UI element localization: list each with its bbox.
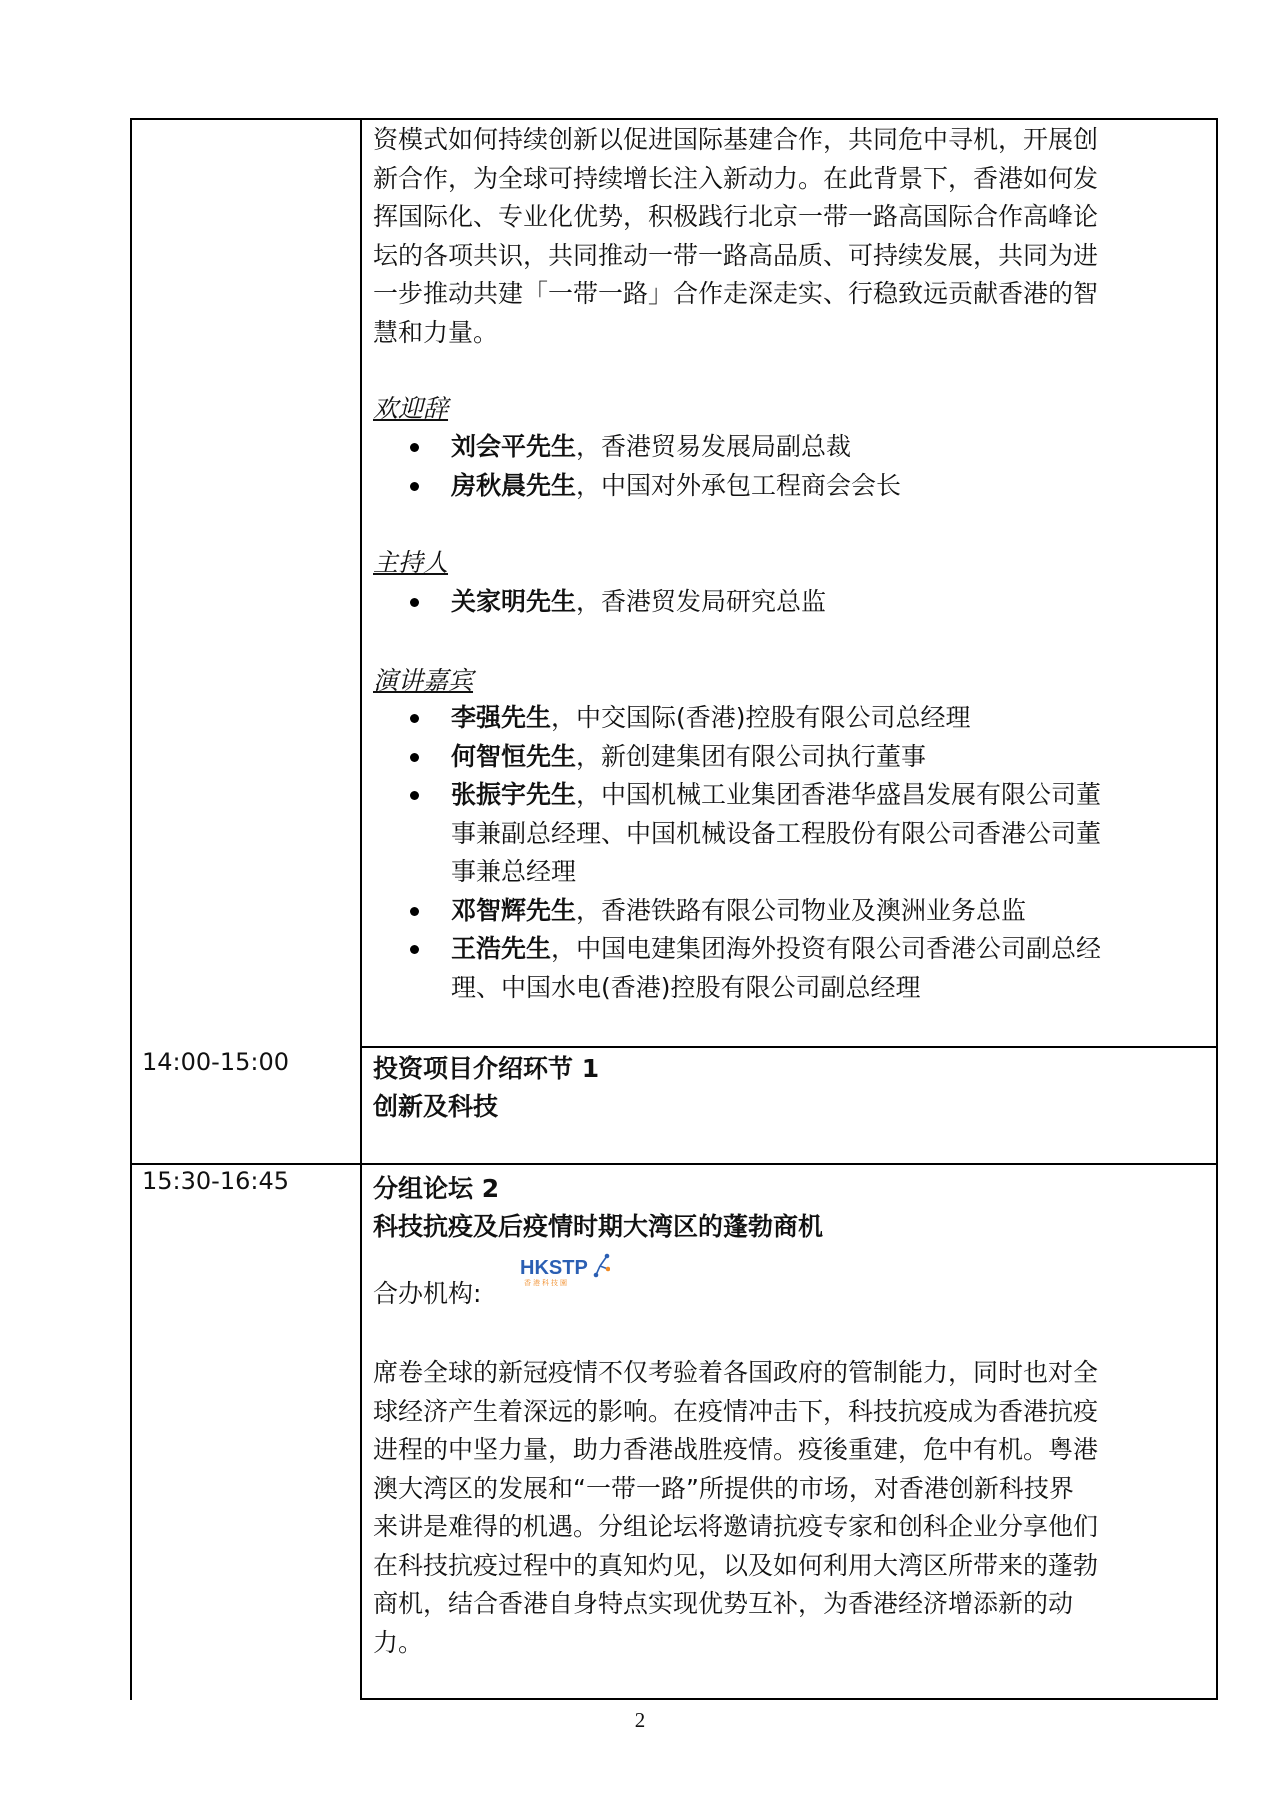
paragraph-line: 坛的各项共识，共同推动一带一路高品质、可持续发展，共同为进: [373, 240, 1099, 270]
person-name: 张振宇先生: [451, 780, 577, 809]
person-name: 李强先生: [451, 703, 552, 732]
bullet-icon: [410, 791, 419, 800]
person-role: ，中国对外承包工程商会会长: [576, 470, 902, 500]
person-role: ，香港贸易发展局副总裁: [576, 432, 852, 461]
list-item: [373, 892, 1193, 931]
row-divider-2: [130, 1163, 1218, 1165]
bullet-icon: [410, 753, 419, 762]
svg-text:HKSTP: HKSTP: [520, 1257, 588, 1279]
table-top-border: [130, 118, 1218, 120]
paragraph-line: 商机，结合香港自身特点实现优势互补，为香港经济增添新的动: [373, 1589, 1074, 1618]
list-item: [373, 738, 1193, 777]
moderator-heading: 主持人: [373, 548, 449, 577]
bullet-icon: [410, 945, 419, 954]
person-role: 事兼副总经理、中国机械设备工程股份有限公司香港公司董: [451, 818, 1102, 848]
bullet-icon: [410, 482, 419, 491]
paragraph-line: 力。: [373, 1627, 424, 1657]
list-item: [373, 467, 1193, 506]
paragraph-line: 一步推动共建「一带一路」合作走深走实、行稳致远贡献香港的智: [373, 279, 1099, 308]
forum-time: 15:30-16:45: [142, 1167, 289, 1195]
co-organizer-label: 合办机构:: [373, 1279, 482, 1308]
investment-title: 投资项目介绍环节 1: [373, 1054, 600, 1083]
paragraph-line: 资模式如何持续创新以促进国际基建合作，共同危中寻机，开展创: [373, 125, 1099, 154]
person-role: ，香港铁路有限公司物业及澳洲业务总监: [576, 895, 1027, 925]
row-divider-1: [360, 1046, 1218, 1048]
paragraph-line: 挥国际化、专业化优势，积极践行北京一带一路高国际合作高峰论: [373, 202, 1099, 231]
forum-subtitle: 科技抗疫及后疫情时期大湾区的蓬勃商机: [373, 1212, 824, 1241]
person-role: ，新创建集团有限公司执行董事: [576, 741, 927, 771]
paragraph-line: 在科技抗疫过程中的真知灼见，以及如何利用大湾区所带来的蓬勃: [373, 1550, 1099, 1580]
person-role: ，香港贸发局研究总监: [576, 587, 827, 616]
bullet-icon: [410, 714, 419, 723]
table-left-border: [130, 118, 132, 1700]
hkstp-logo: [518, 1252, 610, 1290]
bullet-icon: [410, 598, 419, 607]
svg-text:香港科技園: 香港科技園: [524, 1279, 569, 1287]
paragraph-line: 慧和力量。: [373, 317, 499, 347]
table-column-divider: [360, 118, 362, 1700]
bullet-icon: [410, 907, 419, 916]
welcome-list: [373, 428, 1193, 505]
person-name: 何智恒先生: [451, 741, 577, 771]
person-role: 理、中国水电(香港)控股有限公司副总经理: [451, 972, 921, 1002]
investment-time: 14:00-15:00: [142, 1048, 289, 1076]
page-number: 2: [634, 1708, 646, 1732]
paragraph-line: 新合作，为全球可持续增长注入新动力。在此背景下，香港如何发: [373, 163, 1099, 193]
paragraph-line: 来讲是难得的机遇。分组论坛将邀请抗疫专家和创科企业分享他们: [373, 1512, 1099, 1541]
person-name: 房秋晨先生: [451, 470, 577, 500]
investment-subtitle: 创新及科技: [373, 1092, 499, 1121]
list-item: [373, 428, 1193, 467]
list-item: [373, 583, 1193, 622]
person-role: ，中国机械工业集团香港华盛昌发展有限公司董: [576, 780, 1102, 809]
list-item: [373, 776, 1193, 892]
table-right-border: [1216, 118, 1218, 1700]
paragraph-line: 球经济产生着深远的影响。在疫情冲击下，科技抗疫成为香港抗疫: [373, 1396, 1099, 1426]
person-name: 邓智辉先生: [451, 895, 577, 925]
person-name: 王浩先生: [451, 934, 552, 963]
forum-title: 分组论坛 2: [373, 1174, 500, 1203]
forum-paragraph: [373, 1354, 1193, 1662]
bullet-icon: [410, 443, 419, 452]
moderator-list: [373, 583, 1193, 622]
person-role: 事兼总经理: [451, 857, 577, 886]
speakers-heading: 演讲嘉宾: [373, 666, 474, 695]
intro-paragraph: [373, 121, 1193, 352]
welcome-heading: 欢迎辞: [373, 394, 449, 423]
paragraph-line: 进程的中坚力量，助力香港战胜疫情。疫後重建，危中有机。粤港: [373, 1435, 1099, 1464]
person-role: ，中国电建集团海外投资有限公司香港公司副总经: [551, 934, 1102, 963]
list-item: [373, 930, 1193, 1007]
paragraph-line: 席卷全球的新冠疫情不仅考验着各国政府的管制能力，同时也对全: [373, 1358, 1099, 1387]
table-bottom-border: [360, 1698, 1218, 1700]
list-item: [373, 699, 1193, 738]
paragraph-line: 澳大湾区的发展和“一带一路”所提供的市场，对香港创新科技界: [373, 1473, 1074, 1503]
person-name: 关家明先生: [451, 587, 577, 616]
person-role: ，中交国际(香港)控股有限公司总经理: [551, 703, 971, 732]
speakers-list: [373, 699, 1193, 1007]
person-name: 刘会平先生: [451, 432, 577, 461]
